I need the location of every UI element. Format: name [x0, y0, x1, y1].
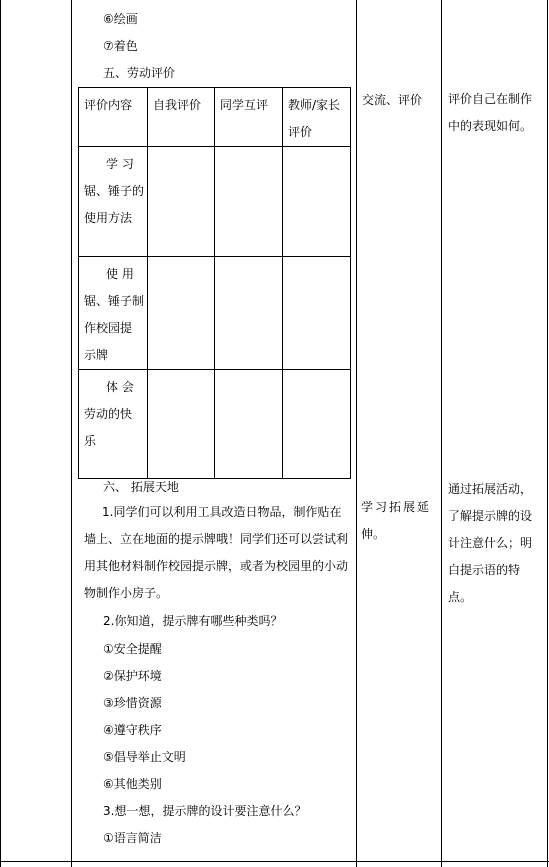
evaluation-row	[79, 147, 351, 257]
table-border-right	[547, 0, 548, 867]
teacher-eval-cell	[283, 370, 351, 479]
section-extension-title: 六、 拓展天地	[103, 480, 179, 494]
sign-type-item: ①安全提醒	[103, 642, 162, 656]
self-eval-cell	[148, 147, 215, 257]
design-tip-item: ①语言简洁	[103, 831, 162, 845]
peer-eval-cell	[215, 257, 283, 370]
intent-extension-note: 通过拓展活动， 了解提示牌的设 计注意什么；明 白提示语的特 点。	[448, 482, 533, 604]
table-border-left	[0, 0, 1, 867]
self-eval-cell	[148, 370, 215, 479]
activity-eval-note: 交流、评价	[362, 93, 423, 107]
header-teacher-parent-eval: 教师/家长评价	[283, 88, 351, 147]
eval-criterion-cell: 使 用 锯、锤子制 作校园提 示牌	[79, 257, 148, 370]
eval-criterion-cell: 学 习 锯、锤子的 使用方法	[79, 147, 148, 257]
section-labor-evaluation-title: 五、劳动评价	[103, 66, 176, 80]
teacher-eval-cell	[283, 257, 351, 370]
peer-eval-cell	[215, 370, 283, 479]
question-2: 2.你知道，提示牌有哪些种类吗？	[103, 614, 283, 628]
header-eval-content: 评价内容	[79, 88, 148, 147]
item-coloring: ⑦着色	[103, 39, 138, 53]
column-divider-2	[356, 0, 357, 867]
teacher-eval-cell	[283, 147, 351, 257]
evaluation-row	[79, 370, 351, 479]
question-1-paragraph: 1.同学们可以利用工具改造日物品，制作贴在 墙上、立在地面的提示牌哦！同学们还可以尝试利 用其他材料制作校园提示牌，或者为校园里的小动 物制作小房子。	[84, 505, 349, 600]
table-border-bottom	[0, 861, 549, 862]
evaluation-table	[78, 87, 351, 479]
peer-eval-cell	[215, 147, 283, 257]
sign-type-item: ③珍惜资源	[103, 696, 162, 710]
sign-type-item: ②保护环境	[103, 669, 162, 683]
sign-type-item: ⑤倡导举止文明	[103, 750, 186, 764]
column-divider-1	[71, 0, 72, 867]
question-3: 3.想一想，提示牌的设计要注意什么？	[103, 804, 307, 818]
evaluation-header-row	[79, 88, 351, 147]
self-eval-cell	[148, 257, 215, 370]
activity-extension-note: 学习拓展延 伸。	[361, 500, 432, 541]
intent-eval-note: 评价自己在制作 中的表现如何。	[448, 92, 533, 133]
header-peer-eval: 同学互评	[215, 88, 283, 147]
eval-criterion-cell: 体 会 劳动的快 乐	[79, 370, 148, 479]
evaluation-row	[79, 257, 351, 370]
sign-type-item: ④遵守秩序	[103, 723, 162, 737]
header-self-eval: 自我评价	[148, 88, 215, 147]
column-divider-3	[441, 0, 442, 867]
sign-type-item: ⑥其他类别	[103, 777, 162, 791]
item-drawing: ⑥绘画	[103, 12, 138, 26]
